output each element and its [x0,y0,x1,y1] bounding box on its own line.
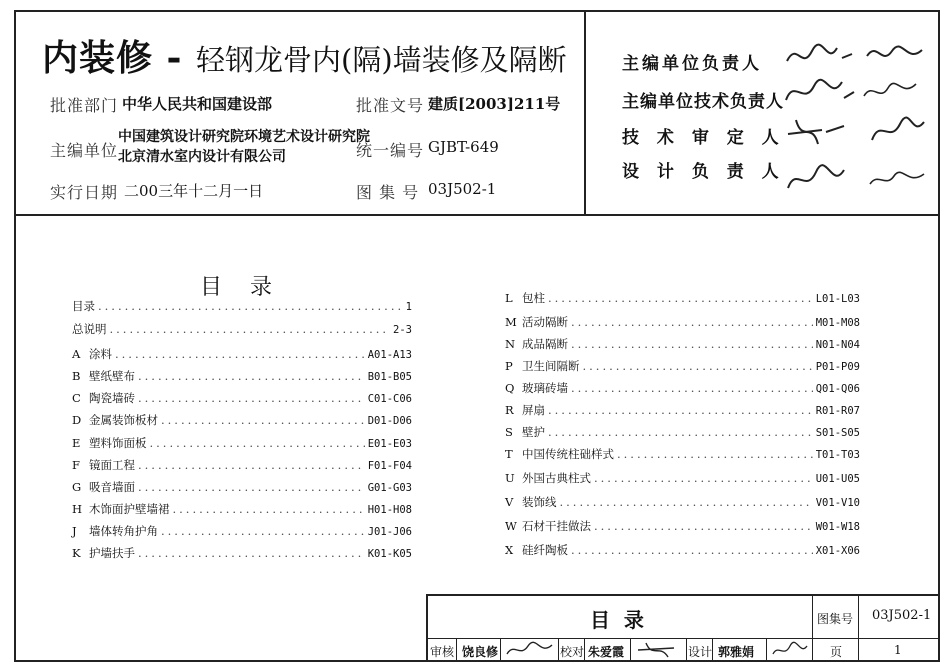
title-block-review-label: 审核 [430,645,455,659]
toc-item-letter: V [505,495,514,509]
toc-item-pages: V01-V10 [815,497,860,509]
toc-dots [138,391,365,405]
toc-dots [560,495,813,509]
toc-item[interactable] [72,346,412,362]
frame-bottom [14,660,940,662]
title-block-atlas-value: 03J502-1 [872,608,932,623]
toc-item-pages: F01-F04 [367,460,412,472]
toc-item-name: 硅纤陶板 [522,543,568,557]
toc-item-name: 陶瓷墙砖 [89,391,135,405]
toc-item[interactable] [505,290,860,306]
toc-item-pages: T01-T03 [815,449,860,461]
signature-editor-unit [782,36,932,76]
toc-item[interactable] [505,380,860,396]
toc-dots [138,480,365,494]
title-block-check-signature [634,640,684,660]
toc-item[interactable] [505,446,860,462]
toc-item[interactable] [72,298,412,314]
toc-item-pages: C01-C06 [367,393,412,405]
title-block-check-name: 朱爱霞 [588,645,625,659]
toc-item-pages: U01-U05 [815,473,860,485]
toc-item-letter: L [505,291,513,305]
frame-left [14,10,16,662]
toc-item-pages: 1 [405,301,412,313]
toc-item-letter: T [505,447,513,461]
editor-unit-line1: 中国建筑设计研究院环境艺术设计研究院 [118,129,370,145]
toc-item-pages: X01-X06 [815,545,860,557]
editor-unit-line2: 北京清水室内设计有限公司 [118,149,286,165]
toc-item[interactable] [505,336,860,352]
toc-item-letter: E [72,436,81,450]
frame-right [938,10,940,662]
toc-dots [617,447,813,461]
approval-dept-label: 批准部门 [50,96,119,115]
toc-item-letter: D [72,413,82,427]
toc-item[interactable] [72,501,412,517]
toc-item-letter: H [72,502,83,516]
editor-unit-label: 主编单位 [50,141,119,160]
toc-item[interactable] [72,412,412,428]
toc-item-pages: E01-E03 [367,438,412,450]
toc-item-name: 目录 [72,299,95,313]
toc-item[interactable] [505,402,860,418]
toc-dots [138,546,365,560]
toc-item-name: 活动隔断 [522,315,568,329]
toc-dots [571,543,813,557]
toc-item-pages: B01-B05 [367,371,412,383]
toc-item-letter: W [505,519,517,533]
toc-item[interactable] [505,470,860,486]
toc-item-letter: N [505,337,516,351]
toc-item-pages: H01-H08 [367,504,412,516]
toc-item[interactable] [505,424,860,440]
toc-item-pages: N01-N04 [815,339,860,351]
toc-item-name: 涂料 [89,347,112,361]
toc-item-letter: X [505,543,514,557]
toc-item[interactable] [72,457,412,473]
toc-item-letter: S [505,425,513,439]
toc-item[interactable] [72,479,412,495]
toc-item-pages: G01-G03 [367,482,412,494]
toc-dots [548,403,813,417]
toc-item-name: 木饰面护壁墙裙 [89,502,170,516]
unified-no-value: GJBT-649 [428,138,499,156]
toc-item-name: 石材干挂做法 [522,519,591,533]
toc-item-letter: F [72,458,80,472]
signature-tech [782,72,932,112]
toc-dots [150,436,365,450]
responsible-tech-label: 主编单位技术负责人 [622,92,784,112]
toc-item-letter: K [72,546,81,560]
signature-design [782,158,932,200]
toc-item-name: 玻璃砖墙 [522,381,568,395]
document-title-sub: 轻钢龙骨内(隔)墙装修及隔断 [196,43,567,77]
toc-item[interactable] [505,358,860,374]
toc-dots [173,502,365,516]
toc-item[interactable] [505,494,860,510]
effective-date-label: 实行日期 [50,183,119,202]
toc-dots [583,359,813,373]
toc-dots [98,299,403,313]
toc-item[interactable] [72,435,412,451]
toc-item-pages: 2-3 [393,324,412,336]
effective-date-value: 二00三年十二月一日 [124,182,264,200]
header-vertical-divider [584,10,586,216]
atlas-no-label: 图 集 号 [356,183,420,202]
atlas-no-value: 03J502-1 [428,180,497,198]
toc-item-letter: G [72,480,82,494]
toc-dots [110,322,391,336]
toc-item-pages: L01-L03 [815,293,860,305]
toc-item[interactable] [72,368,412,384]
toc-item-letter: P [505,359,513,373]
toc-item[interactable] [505,518,860,534]
toc-item-letter: C [72,391,81,405]
title-block-page-label: 页 [830,645,843,659]
title-block-design-signature [770,640,810,660]
toc-dots [115,347,365,361]
document-title-main: 内装修 - [42,37,183,79]
toc-dots [138,458,365,472]
approval-doc-label: 批准文号 [356,96,425,115]
title-block-page-value: 1 [894,643,902,657]
toc-item[interactable] [505,542,860,558]
toc-item-name: 外国古典柱式 [522,471,591,485]
toc-dots [594,471,813,485]
toc-item-name: 护墙扶手 [89,546,135,560]
toc-item-name: 壁护 [522,425,545,439]
toc-item-letter: J [72,524,77,538]
toc-item[interactable] [505,314,860,330]
toc-item-name: 成品隔断 [522,337,568,351]
toc-item-letter: U [505,471,515,485]
toc-item-pages: S01-S05 [815,427,860,439]
toc-item-name: 屏扇 [522,403,545,417]
toc-item-name: 装饰线 [522,495,557,509]
toc-item-pages: Q01-Q06 [815,383,860,395]
approval-dept-value: 中华人民共和国建设部 [122,95,273,113]
title-block-review-signature [504,640,556,660]
toc-dots [548,291,813,305]
toc-item-pages: J01-J06 [367,526,412,538]
title-block-review-name: 饶良修 [462,645,499,659]
unified-no-label: 统一编号 [356,141,425,160]
toc-item-name: 金属装饰板材 [89,413,158,427]
approval-doc-value: 建质[2003]211号 [428,95,561,113]
toc-item-letter: M [505,315,517,329]
toc-dots [161,413,365,427]
toc-dots [571,381,813,395]
toc-item-name: 中国传统柱础样式 [522,447,614,461]
toc-item-name: 塑料饰面板 [89,436,147,450]
toc-dots [138,369,365,383]
responsible-editor-unit-label: 主编单位负责人 [622,54,762,74]
toc-item-name: 卫生间隔断 [522,359,580,373]
title-block-atlas-label: 图集号 [817,612,854,626]
toc-item-letter: R [505,403,514,417]
title-block-title: 目 录 [590,608,644,632]
toc-item-letter: Q [505,381,515,395]
toc-dots [571,337,813,351]
toc-dots [161,524,365,538]
toc-item-pages: K01-K05 [367,548,412,560]
toc-item-pages: P01-P09 [815,361,860,373]
toc-item[interactable] [72,545,412,561]
title-block-design-name: 郭雅娟 [718,645,755,659]
frame-top [14,10,940,12]
toc-item-letter: A [72,347,81,361]
title-block-design-label: 设计 [688,645,713,659]
toc-item-name: 壁纸壁布 [89,369,135,383]
header-divider [14,214,940,216]
responsible-design-label: 设 计 负 责 人 [622,162,785,182]
toc-item[interactable] [72,390,412,406]
toc-item-letter: B [72,369,81,383]
responsible-review-label: 技 术 审 定 人 [622,128,785,148]
toc-item-pages: A01-A13 [367,349,412,361]
toc-item-pages: M01-M08 [815,317,860,329]
toc-dots [548,425,813,439]
toc-item-pages: R01-R07 [815,405,860,417]
toc-title: 目 录 [200,275,272,300]
toc-dots [594,519,813,533]
toc-item-pages: D01-D06 [367,415,412,427]
signature-review [782,112,932,152]
toc-item-name: 包柱 [522,291,545,305]
toc-item-name: 总说明 [72,322,107,336]
toc-item[interactable] [72,321,412,337]
toc-item-name: 镜面工程 [89,458,135,472]
title-block-check-label: 校对 [560,645,585,659]
toc-item-name: 墙体转角护角 [89,524,158,538]
toc-item[interactable] [72,523,412,539]
toc-item-name: 吸音墙面 [89,480,135,494]
toc-item-pages: W01-W18 [815,521,860,533]
toc-dots [571,315,813,329]
